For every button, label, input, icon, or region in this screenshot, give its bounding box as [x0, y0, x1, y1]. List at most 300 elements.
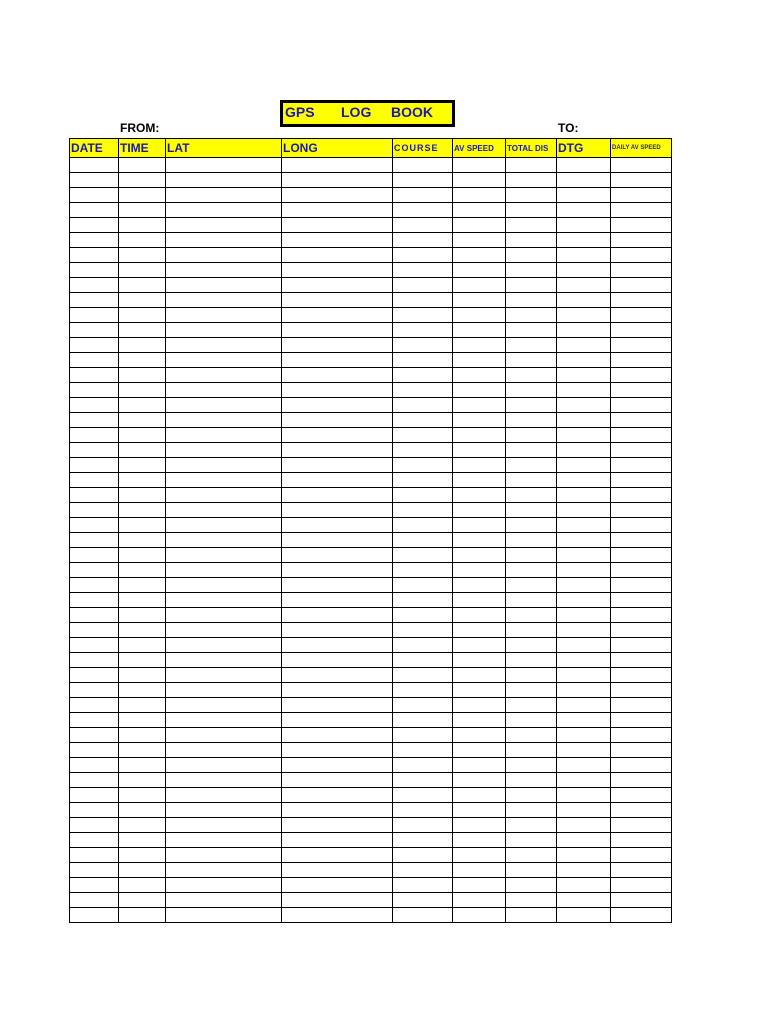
table-cell[interactable]	[166, 728, 282, 743]
table-cell[interactable]	[506, 698, 557, 713]
table-cell[interactable]	[282, 818, 393, 833]
table-cell[interactable]	[166, 158, 282, 173]
table-cell[interactable]	[119, 503, 166, 518]
table-cell[interactable]	[166, 548, 282, 563]
table-cell[interactable]	[282, 893, 393, 908]
table-cell[interactable]	[393, 428, 453, 443]
table-cell[interactable]	[119, 323, 166, 338]
table-cell[interactable]	[70, 788, 119, 803]
table-cell[interactable]	[119, 398, 166, 413]
table-cell[interactable]	[282, 218, 393, 233]
table-cell[interactable]	[506, 353, 557, 368]
table-cell[interactable]	[453, 488, 506, 503]
table-cell[interactable]	[453, 173, 506, 188]
table-cell[interactable]	[70, 383, 119, 398]
table-cell[interactable]	[166, 278, 282, 293]
table-cell[interactable]	[393, 638, 453, 653]
table-cell[interactable]	[166, 188, 282, 203]
table-cell[interactable]	[393, 293, 453, 308]
table-cell[interactable]	[70, 683, 119, 698]
table-cell[interactable]	[557, 443, 611, 458]
table-cell[interactable]	[393, 698, 453, 713]
table-cell[interactable]	[506, 908, 557, 923]
table-cell[interactable]	[506, 398, 557, 413]
table-cell[interactable]	[557, 773, 611, 788]
table-cell[interactable]	[453, 308, 506, 323]
table-cell[interactable]	[611, 893, 672, 908]
table-cell[interactable]	[557, 278, 611, 293]
table-cell[interactable]	[70, 248, 119, 263]
table-cell[interactable]	[557, 698, 611, 713]
table-cell[interactable]	[282, 683, 393, 698]
table-cell[interactable]	[393, 383, 453, 398]
table-cell[interactable]	[557, 578, 611, 593]
table-cell[interactable]	[611, 293, 672, 308]
table-cell[interactable]	[557, 533, 611, 548]
table-cell[interactable]	[119, 233, 166, 248]
table-cell[interactable]	[557, 818, 611, 833]
table-cell[interactable]	[506, 518, 557, 533]
table-cell[interactable]	[282, 773, 393, 788]
table-cell[interactable]	[70, 533, 119, 548]
table-cell[interactable]	[453, 428, 506, 443]
table-cell[interactable]	[393, 863, 453, 878]
table-cell[interactable]	[282, 278, 393, 293]
table-cell[interactable]	[557, 353, 611, 368]
table-cell[interactable]	[611, 263, 672, 278]
table-cell[interactable]	[611, 308, 672, 323]
table-cell[interactable]	[166, 683, 282, 698]
table-cell[interactable]	[506, 893, 557, 908]
table-cell[interactable]	[557, 878, 611, 893]
table-cell[interactable]	[393, 518, 453, 533]
table-cell[interactable]	[393, 683, 453, 698]
table-cell[interactable]	[453, 623, 506, 638]
table-cell[interactable]	[119, 773, 166, 788]
table-cell[interactable]	[611, 368, 672, 383]
table-cell[interactable]	[453, 818, 506, 833]
table-cell[interactable]	[453, 893, 506, 908]
table-cell[interactable]	[506, 218, 557, 233]
table-cell[interactable]	[393, 608, 453, 623]
table-cell[interactable]	[611, 773, 672, 788]
table-cell[interactable]	[282, 803, 393, 818]
table-cell[interactable]	[119, 443, 166, 458]
table-cell[interactable]	[393, 653, 453, 668]
table-cell[interactable]	[506, 743, 557, 758]
table-cell[interactable]	[70, 818, 119, 833]
table-cell[interactable]	[282, 563, 393, 578]
table-cell[interactable]	[506, 863, 557, 878]
table-cell[interactable]	[557, 758, 611, 773]
table-cell[interactable]	[70, 908, 119, 923]
table-cell[interactable]	[70, 878, 119, 893]
table-cell[interactable]	[70, 578, 119, 593]
table-cell[interactable]	[611, 593, 672, 608]
table-cell[interactable]	[453, 503, 506, 518]
table-cell[interactable]	[506, 338, 557, 353]
table-cell[interactable]	[506, 443, 557, 458]
table-cell[interactable]	[282, 638, 393, 653]
table-cell[interactable]	[611, 848, 672, 863]
table-cell[interactable]	[119, 488, 166, 503]
table-cell[interactable]	[70, 833, 119, 848]
table-cell[interactable]	[393, 443, 453, 458]
table-cell[interactable]	[119, 698, 166, 713]
table-cell[interactable]	[506, 578, 557, 593]
table-cell[interactable]	[70, 398, 119, 413]
table-cell[interactable]	[611, 623, 672, 638]
table-cell[interactable]	[282, 623, 393, 638]
table-cell[interactable]	[282, 878, 393, 893]
table-cell[interactable]	[557, 803, 611, 818]
table-cell[interactable]	[70, 278, 119, 293]
table-cell[interactable]	[70, 593, 119, 608]
table-cell[interactable]	[166, 503, 282, 518]
table-cell[interactable]	[119, 638, 166, 653]
table-cell[interactable]	[166, 413, 282, 428]
table-cell[interactable]	[70, 338, 119, 353]
table-cell[interactable]	[506, 428, 557, 443]
table-cell[interactable]	[166, 833, 282, 848]
table-cell[interactable]	[453, 758, 506, 773]
table-cell[interactable]	[119, 308, 166, 323]
table-cell[interactable]	[393, 488, 453, 503]
table-cell[interactable]	[506, 308, 557, 323]
table-cell[interactable]	[453, 443, 506, 458]
table-cell[interactable]	[611, 878, 672, 893]
table-cell[interactable]	[453, 863, 506, 878]
table-cell[interactable]	[166, 578, 282, 593]
table-cell[interactable]	[70, 188, 119, 203]
table-cell[interactable]	[393, 548, 453, 563]
table-cell[interactable]	[119, 878, 166, 893]
table-cell[interactable]	[557, 218, 611, 233]
table-cell[interactable]	[453, 743, 506, 758]
table-cell[interactable]	[611, 698, 672, 713]
table-cell[interactable]	[70, 653, 119, 668]
table-cell[interactable]	[611, 743, 672, 758]
table-cell[interactable]	[506, 758, 557, 773]
table-cell[interactable]	[557, 368, 611, 383]
table-cell[interactable]	[506, 713, 557, 728]
table-cell[interactable]	[506, 803, 557, 818]
table-cell[interactable]	[70, 158, 119, 173]
table-cell[interactable]	[393, 503, 453, 518]
table-cell[interactable]	[70, 233, 119, 248]
table-cell[interactable]	[119, 188, 166, 203]
table-cell[interactable]	[393, 173, 453, 188]
table-cell[interactable]	[506, 188, 557, 203]
table-cell[interactable]	[453, 803, 506, 818]
table-cell[interactable]	[119, 413, 166, 428]
table-cell[interactable]	[557, 188, 611, 203]
table-cell[interactable]	[453, 458, 506, 473]
table-cell[interactable]	[557, 173, 611, 188]
table-cell[interactable]	[119, 203, 166, 218]
table-cell[interactable]	[70, 728, 119, 743]
table-cell[interactable]	[393, 728, 453, 743]
table-cell[interactable]	[166, 443, 282, 458]
table-cell[interactable]	[70, 368, 119, 383]
table-cell[interactable]	[70, 713, 119, 728]
table-cell[interactable]	[119, 818, 166, 833]
table-cell[interactable]	[506, 503, 557, 518]
table-cell[interactable]	[70, 503, 119, 518]
table-cell[interactable]	[611, 383, 672, 398]
table-cell[interactable]	[611, 503, 672, 518]
table-cell[interactable]	[166, 263, 282, 278]
table-cell[interactable]	[557, 743, 611, 758]
table-cell[interactable]	[119, 563, 166, 578]
table-cell[interactable]	[166, 458, 282, 473]
table-cell[interactable]	[166, 713, 282, 728]
table-cell[interactable]	[557, 473, 611, 488]
table-cell[interactable]	[70, 548, 119, 563]
table-cell[interactable]	[119, 173, 166, 188]
table-cell[interactable]	[282, 503, 393, 518]
table-cell[interactable]	[453, 548, 506, 563]
table-cell[interactable]	[453, 638, 506, 653]
table-cell[interactable]	[506, 368, 557, 383]
table-cell[interactable]	[70, 743, 119, 758]
table-cell[interactable]	[506, 683, 557, 698]
table-cell[interactable]	[453, 323, 506, 338]
table-cell[interactable]	[506, 473, 557, 488]
table-cell[interactable]	[166, 608, 282, 623]
table-cell[interactable]	[453, 158, 506, 173]
table-cell[interactable]	[393, 893, 453, 908]
table-cell[interactable]	[282, 293, 393, 308]
table-cell[interactable]	[393, 563, 453, 578]
table-cell[interactable]	[557, 668, 611, 683]
table-cell[interactable]	[557, 383, 611, 398]
table-cell[interactable]	[119, 518, 166, 533]
table-cell[interactable]	[393, 623, 453, 638]
table-cell[interactable]	[453, 908, 506, 923]
table-cell[interactable]	[453, 233, 506, 248]
table-cell[interactable]	[119, 848, 166, 863]
table-cell[interactable]	[393, 578, 453, 593]
table-cell[interactable]	[611, 833, 672, 848]
table-cell[interactable]	[557, 518, 611, 533]
table-cell[interactable]	[611, 578, 672, 593]
table-cell[interactable]	[611, 563, 672, 578]
table-cell[interactable]	[393, 353, 453, 368]
table-cell[interactable]	[166, 863, 282, 878]
table-cell[interactable]	[119, 608, 166, 623]
table-cell[interactable]	[611, 818, 672, 833]
table-cell[interactable]	[453, 698, 506, 713]
table-cell[interactable]	[282, 323, 393, 338]
table-cell[interactable]	[453, 533, 506, 548]
table-cell[interactable]	[506, 233, 557, 248]
table-cell[interactable]	[506, 563, 557, 578]
table-cell[interactable]	[70, 293, 119, 308]
table-cell[interactable]	[557, 233, 611, 248]
table-cell[interactable]	[557, 248, 611, 263]
table-cell[interactable]	[282, 728, 393, 743]
table-cell[interactable]	[453, 653, 506, 668]
table-cell[interactable]	[453, 338, 506, 353]
table-cell[interactable]	[557, 158, 611, 173]
table-cell[interactable]	[611, 203, 672, 218]
table-cell[interactable]	[557, 608, 611, 623]
table-cell[interactable]	[282, 653, 393, 668]
table-cell[interactable]	[166, 743, 282, 758]
table-cell[interactable]	[611, 173, 672, 188]
table-cell[interactable]	[611, 638, 672, 653]
table-cell[interactable]	[166, 353, 282, 368]
table-cell[interactable]	[557, 908, 611, 923]
table-cell[interactable]	[70, 218, 119, 233]
table-cell[interactable]	[453, 728, 506, 743]
table-cell[interactable]	[611, 398, 672, 413]
table-cell[interactable]	[119, 893, 166, 908]
table-cell[interactable]	[166, 653, 282, 668]
table-cell[interactable]	[119, 473, 166, 488]
table-cell[interactable]	[119, 803, 166, 818]
table-cell[interactable]	[453, 188, 506, 203]
table-cell[interactable]	[453, 383, 506, 398]
table-cell[interactable]	[119, 548, 166, 563]
table-cell[interactable]	[611, 548, 672, 563]
table-cell[interactable]	[166, 218, 282, 233]
table-cell[interactable]	[506, 788, 557, 803]
table-cell[interactable]	[453, 848, 506, 863]
table-cell[interactable]	[393, 878, 453, 893]
table-cell[interactable]	[506, 488, 557, 503]
table-cell[interactable]	[557, 893, 611, 908]
table-cell[interactable]	[557, 848, 611, 863]
table-cell[interactable]	[557, 338, 611, 353]
table-cell[interactable]	[70, 758, 119, 773]
table-cell[interactable]	[557, 398, 611, 413]
table-cell[interactable]	[119, 278, 166, 293]
table-cell[interactable]	[557, 263, 611, 278]
table-cell[interactable]	[166, 668, 282, 683]
table-cell[interactable]	[611, 488, 672, 503]
table-cell[interactable]	[506, 458, 557, 473]
table-cell[interactable]	[70, 488, 119, 503]
table-cell[interactable]	[506, 413, 557, 428]
table-cell[interactable]	[282, 518, 393, 533]
table-cell[interactable]	[453, 518, 506, 533]
table-cell[interactable]	[166, 473, 282, 488]
table-cell[interactable]	[393, 773, 453, 788]
table-cell[interactable]	[557, 488, 611, 503]
table-cell[interactable]	[166, 518, 282, 533]
table-cell[interactable]	[282, 743, 393, 758]
table-cell[interactable]	[70, 848, 119, 863]
table-cell[interactable]	[393, 413, 453, 428]
table-cell[interactable]	[119, 158, 166, 173]
table-cell[interactable]	[393, 743, 453, 758]
table-cell[interactable]	[453, 248, 506, 263]
table-cell[interactable]	[557, 788, 611, 803]
table-cell[interactable]	[393, 788, 453, 803]
table-cell[interactable]	[166, 623, 282, 638]
table-cell[interactable]	[393, 458, 453, 473]
table-cell[interactable]	[70, 623, 119, 638]
table-cell[interactable]	[119, 293, 166, 308]
table-cell[interactable]	[119, 728, 166, 743]
table-cell[interactable]	[282, 443, 393, 458]
table-cell[interactable]	[506, 173, 557, 188]
table-cell[interactable]	[557, 458, 611, 473]
table-cell[interactable]	[393, 398, 453, 413]
table-cell[interactable]	[166, 233, 282, 248]
table-cell[interactable]	[611, 728, 672, 743]
table-cell[interactable]	[119, 908, 166, 923]
table-cell[interactable]	[282, 308, 393, 323]
table-cell[interactable]	[611, 248, 672, 263]
table-cell[interactable]	[557, 653, 611, 668]
table-cell[interactable]	[453, 878, 506, 893]
table-cell[interactable]	[611, 518, 672, 533]
table-cell[interactable]	[393, 338, 453, 353]
table-cell[interactable]	[119, 263, 166, 278]
table-cell[interactable]	[611, 443, 672, 458]
table-cell[interactable]	[70, 473, 119, 488]
table-cell[interactable]	[557, 563, 611, 578]
table-cell[interactable]	[119, 758, 166, 773]
table-cell[interactable]	[166, 698, 282, 713]
table-cell[interactable]	[119, 593, 166, 608]
table-cell[interactable]	[282, 833, 393, 848]
table-cell[interactable]	[393, 833, 453, 848]
table-cell[interactable]	[453, 203, 506, 218]
table-cell[interactable]	[282, 713, 393, 728]
table-cell[interactable]	[119, 353, 166, 368]
table-cell[interactable]	[119, 743, 166, 758]
table-cell[interactable]	[506, 653, 557, 668]
table-cell[interactable]	[453, 368, 506, 383]
table-cell[interactable]	[282, 383, 393, 398]
table-cell[interactable]	[393, 758, 453, 773]
table-cell[interactable]	[119, 248, 166, 263]
table-cell[interactable]	[611, 683, 672, 698]
table-cell[interactable]	[453, 713, 506, 728]
table-cell[interactable]	[119, 833, 166, 848]
table-cell[interactable]	[393, 248, 453, 263]
table-cell[interactable]	[557, 713, 611, 728]
table-cell[interactable]	[70, 428, 119, 443]
table-cell[interactable]	[282, 533, 393, 548]
table-cell[interactable]	[393, 593, 453, 608]
table-cell[interactable]	[282, 263, 393, 278]
table-cell[interactable]	[70, 443, 119, 458]
table-cell[interactable]	[611, 458, 672, 473]
table-cell[interactable]	[506, 548, 557, 563]
table-cell[interactable]	[70, 563, 119, 578]
table-cell[interactable]	[611, 608, 672, 623]
table-cell[interactable]	[611, 158, 672, 173]
table-cell[interactable]	[282, 233, 393, 248]
table-cell[interactable]	[166, 788, 282, 803]
table-cell[interactable]	[506, 668, 557, 683]
table-cell[interactable]	[70, 413, 119, 428]
table-cell[interactable]	[557, 623, 611, 638]
table-cell[interactable]	[119, 863, 166, 878]
table-cell[interactable]	[282, 908, 393, 923]
table-cell[interactable]	[611, 863, 672, 878]
table-cell[interactable]	[70, 863, 119, 878]
table-cell[interactable]	[119, 218, 166, 233]
table-cell[interactable]	[166, 398, 282, 413]
table-cell[interactable]	[611, 218, 672, 233]
table-cell[interactable]	[506, 608, 557, 623]
